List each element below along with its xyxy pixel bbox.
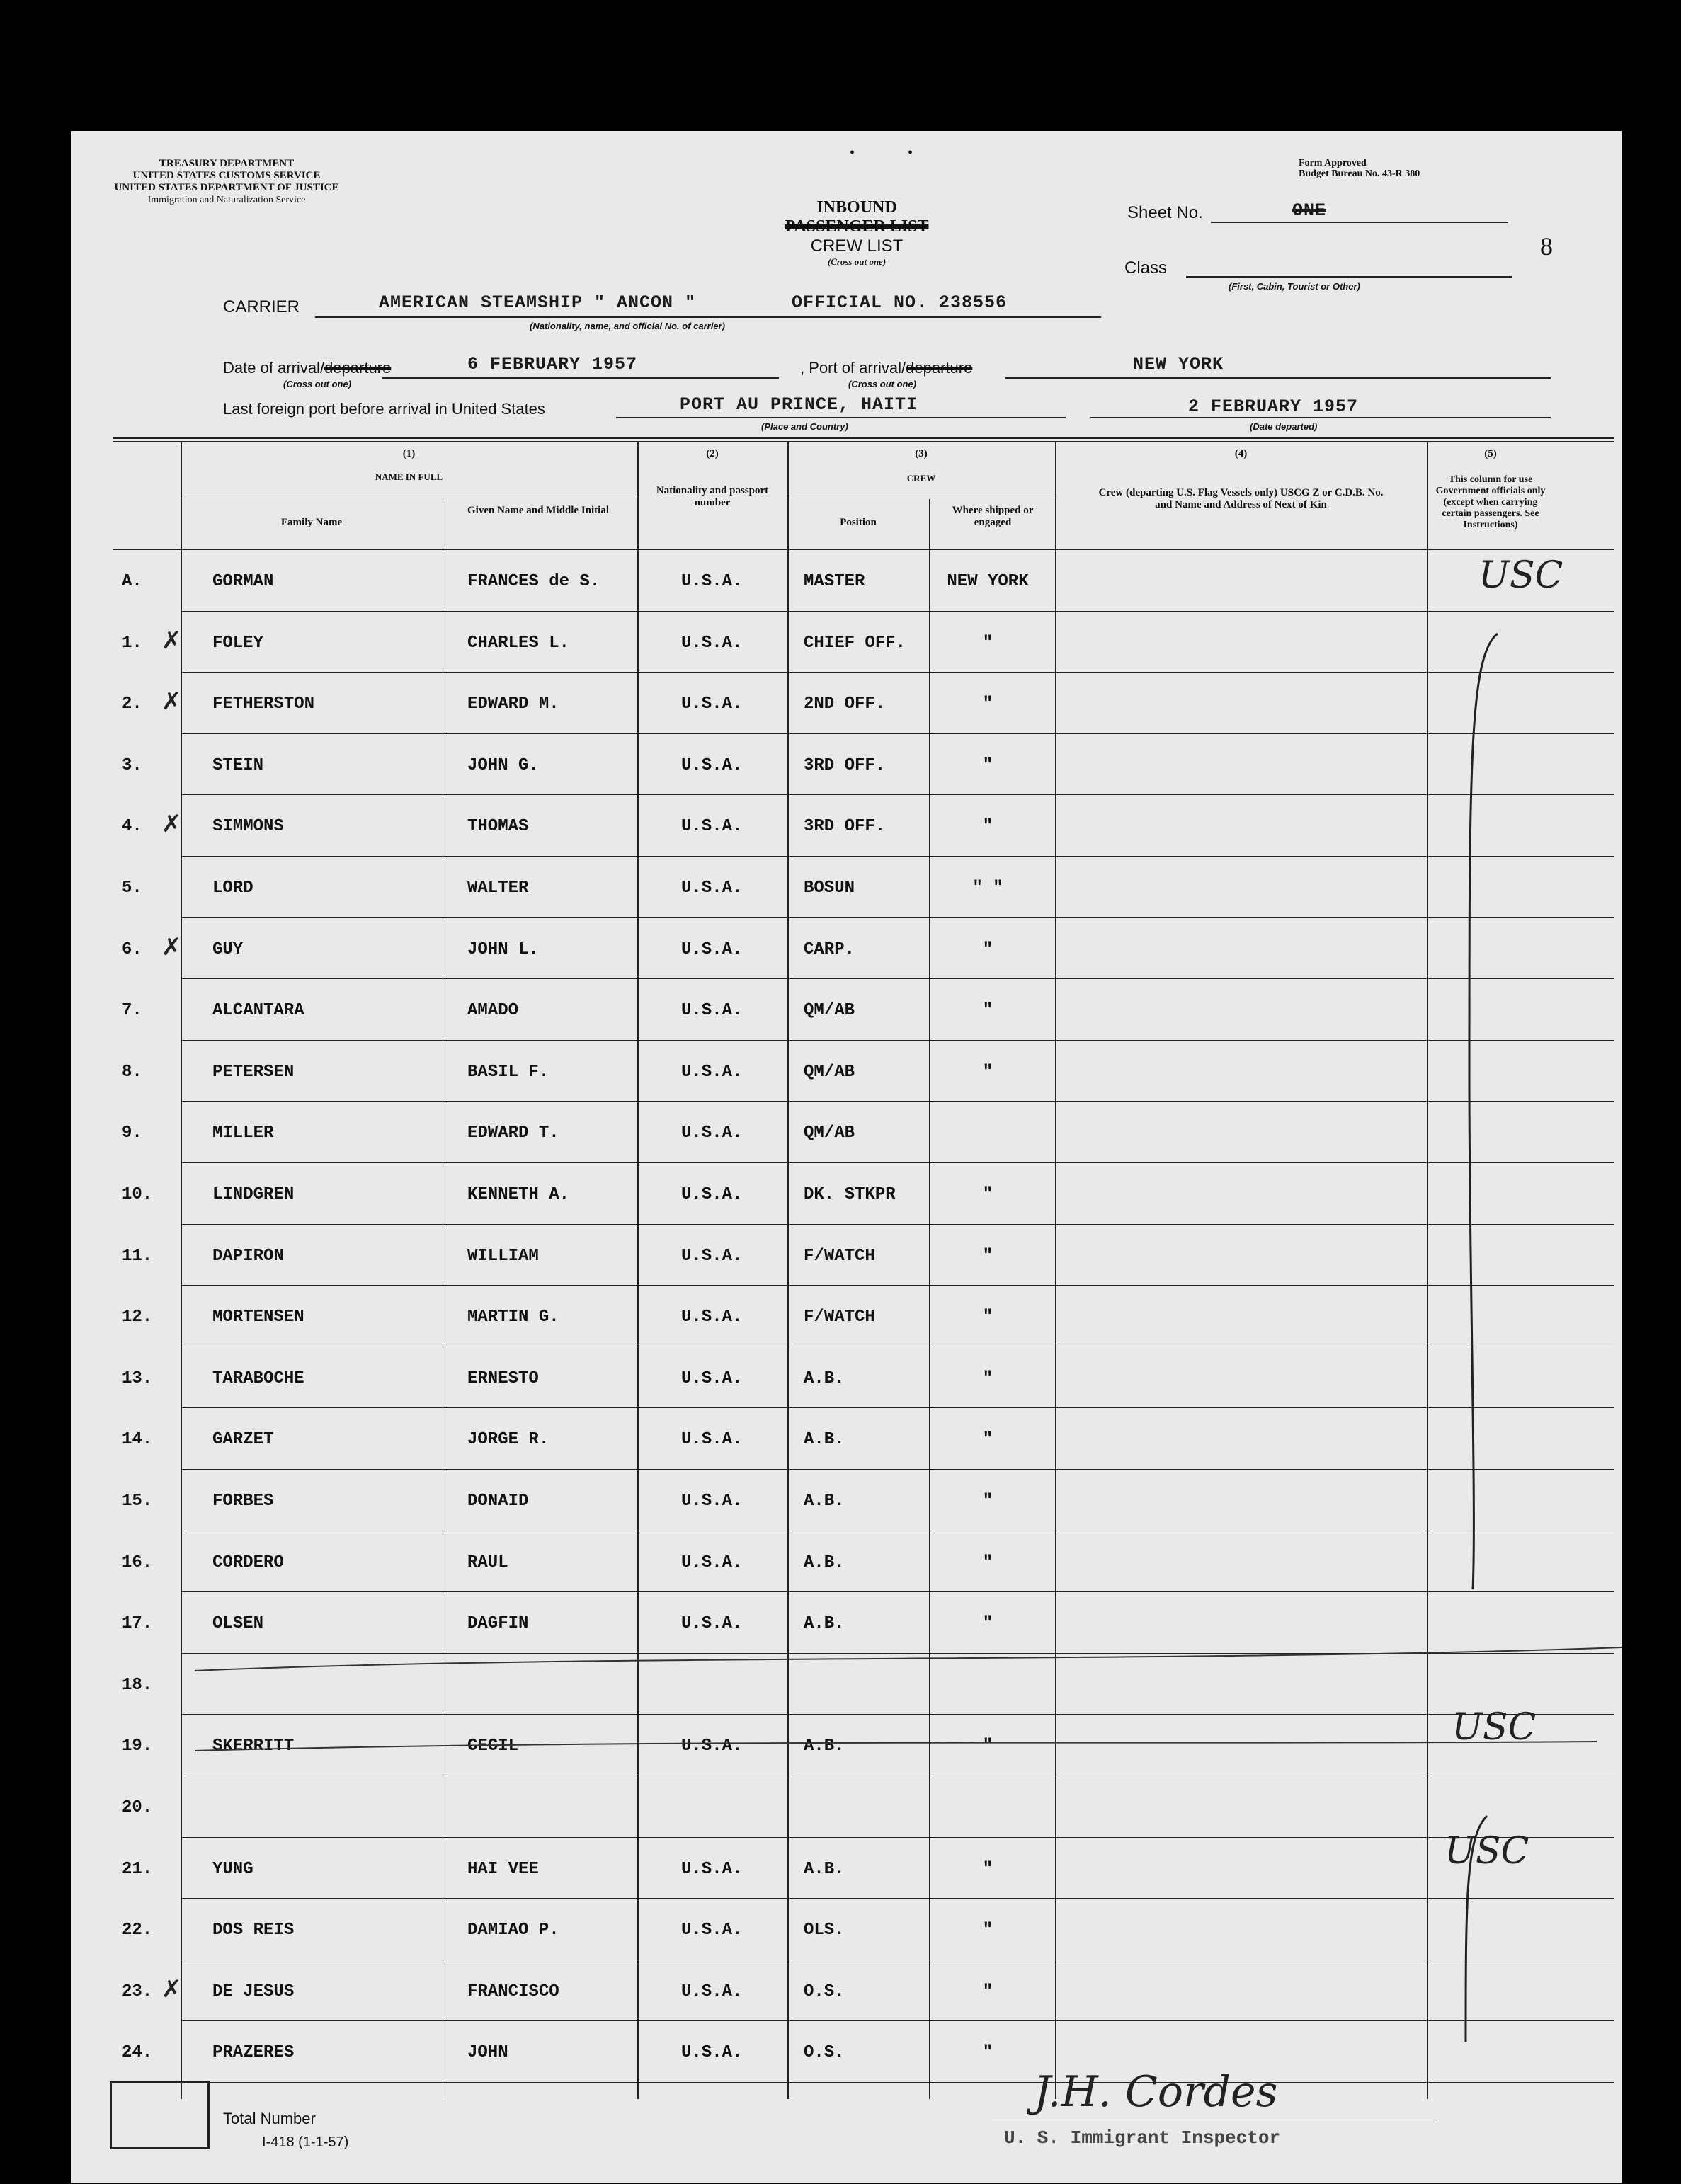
nationality-cell: U.S.A. [681, 1062, 743, 1082]
row-number: 24. [122, 2043, 153, 2063]
position-cell: O.S. [804, 2043, 845, 2063]
agency-header [106, 158, 347, 206]
position-cell: A.B. [804, 1859, 845, 1879]
row-number: 15. [122, 1492, 153, 1511]
port-of-arrival-value: NEW YORK [1133, 354, 1224, 375]
position-cell: CARP. [804, 939, 855, 959]
initials-mark-a: USC [1478, 554, 1563, 597]
col2-number: (2) [706, 448, 719, 459]
family-name-cell: GUY [212, 939, 244, 959]
nationality-cell: U.S.A. [681, 817, 743, 837]
check-mark-icon: ✗ [161, 932, 182, 961]
row-divider [181, 1162, 1614, 1163]
family-name-cell: FORBES [212, 1492, 274, 1511]
check-mark-icon: ✗ [161, 687, 182, 716]
where-shipped-cell: " [982, 1001, 993, 1021]
given-name-cell: EDWARD T. [467, 1124, 559, 1143]
form-number: I-418 (1-1-57) [262, 2134, 349, 2150]
family-name-cell: LINDGREN [212, 1185, 295, 1204]
row-number: 2. [122, 694, 142, 714]
last-foreign-port-label: Last foreign port before arrival in United States [223, 400, 545, 418]
position-cell: DK. STKPR [804, 1185, 896, 1204]
family-name-cell: MORTENSEN [212, 1308, 304, 1327]
position-cell: O.S. [804, 1982, 845, 2001]
row-number: 8. [122, 1062, 142, 1082]
nationality-cell: U.S.A. [681, 2043, 743, 2063]
where-shipped-cell: " [982, 817, 993, 837]
struck-row-lines [181, 1639, 1625, 1780]
nationality-cell: U.S.A. [681, 939, 743, 959]
row-divider [181, 917, 1614, 918]
sheet-no-label: Sheet No. [1127, 203, 1203, 222]
row-number: 11. [122, 1246, 153, 1266]
row-number: 9. [122, 1124, 142, 1143]
col3-title: CREW [906, 473, 936, 484]
initials-mark-19: USC [1452, 1706, 1537, 1749]
col1b-given-name: Given Name and Middle Initial [467, 505, 610, 516]
nationality-cell: U.S.A. [681, 1246, 743, 1266]
where-shipped-cell: " [982, 633, 993, 653]
row-divider [181, 1469, 1614, 1470]
family-name-cell: STEIN [212, 755, 264, 775]
crew-list-label: CREW LIST [810, 236, 904, 256]
date-of-arrival-value: 6 FEBRUARY 1957 [467, 354, 638, 375]
position-cell: A.B. [804, 1430, 845, 1450]
row-divider [181, 2020, 1614, 2021]
row-number: 21. [122, 1859, 153, 1879]
last-port-hint: (Place and Country) [761, 421, 848, 432]
nationality-cell: U.S.A. [681, 1185, 743, 1204]
date-departed-value: 2 FEBRUARY 1957 [1188, 396, 1359, 417]
row-divider [181, 733, 1614, 734]
given-name-cell: ERNESTO [467, 1368, 539, 1388]
given-name-cell: DAGFIN [467, 1614, 529, 1634]
where-shipped-cell: " [982, 939, 993, 959]
row-divider [181, 1591, 1614, 1592]
row-number: 18. [122, 1675, 153, 1695]
nationality-cell: U.S.A. [681, 1001, 743, 1021]
col5-title: This column for use Government officials only (except when carrying certain passengers. See Instructions) [1435, 474, 1546, 530]
row-number: 7. [122, 1001, 142, 1021]
family-name-cell: OLSEN [212, 1614, 264, 1634]
where-shipped-cell: " [982, 1737, 993, 1756]
family-name-cell: DOS REIS [212, 1921, 295, 1940]
given-name-cell: JOHN G. [467, 755, 539, 775]
form-approved-text: Form Approved [1299, 158, 1367, 168]
col3b-where-shipped: Where shipped or engaged [952, 505, 1034, 528]
family-name-cell: MILLER [212, 1124, 274, 1143]
row-divider [181, 672, 1614, 673]
official-number: OFFICIAL NO. 238556 [792, 292, 1008, 313]
family-name-cell: FETHERSTON [212, 694, 315, 714]
family-name-cell: FOLEY [212, 633, 264, 653]
given-name-cell: THOMAS [467, 817, 529, 837]
date-of-arrival-label [223, 359, 391, 377]
given-name-cell: KENNETH A. [467, 1185, 570, 1204]
where-shipped-cell: " [982, 1614, 993, 1634]
row-divider [181, 1224, 1614, 1225]
where-shipped-cell: " [982, 694, 993, 714]
agency-line-2: UNITED STATES CUSTOMS SERVICE [132, 170, 321, 181]
list-title-block [708, 198, 1005, 268]
crew-list-sheet [71, 131, 1622, 2183]
position-cell: A.B. [804, 1553, 845, 1572]
total-number-label: Total Number [223, 2110, 316, 2127]
port-of-arrival-text: Port of arrival/ [809, 359, 906, 377]
col1-title: NAME IN FULL [375, 471, 443, 482]
passenger-list-struck: PASSENGER LIST [785, 217, 929, 236]
position-cell: F/WATCH [804, 1246, 875, 1266]
sheet-no-value: ONE [1292, 200, 1327, 221]
row-number: 20. [122, 1798, 153, 1817]
position-cell: QM/AB [804, 1124, 855, 1143]
nationality-cell: U.S.A. [681, 1124, 743, 1143]
nationality-cell: U.S.A. [681, 1737, 743, 1756]
check-mark-icon: ✗ [161, 1974, 182, 2003]
row-number: 3. [122, 755, 142, 775]
nationality-cell: U.S.A. [681, 1921, 743, 1940]
row-number: 6. [122, 939, 142, 959]
row-number: 22. [122, 1921, 153, 1940]
position-cell: A.B. [804, 1614, 845, 1634]
inspector-signature: J.H. Cordes [1034, 2067, 1278, 2117]
position-cell: OLS. [804, 1921, 845, 1940]
nationality-cell: U.S.A. [681, 633, 743, 653]
given-name-cell: MARTIN G. [467, 1308, 559, 1327]
date-of-arrival-text: Date of arrival/ [223, 359, 325, 377]
budget-bureau-text: Budget Bureau No. 43-R 380 [1299, 168, 1420, 179]
family-name-cell: ALCANTARA [212, 1001, 304, 1021]
col4-title: Crew (departing U.S. Flag Vessels only) USCG Z or C.D.B. No. and Name and Address of Next of Kin [1098, 487, 1384, 510]
row-divider [181, 1407, 1614, 1408]
col3-number: (3) [915, 448, 928, 459]
row-divider [181, 611, 1614, 612]
row-number: 4. [122, 817, 142, 837]
nationality-cell: U.S.A. [681, 694, 743, 714]
where-shipped-cell: " [982, 1185, 993, 1204]
where-shipped-cell: " [982, 1308, 993, 1327]
agency-line-3: UNITED STATES DEPARTMENT OF JUSTICE [114, 182, 339, 193]
given-name-cell: FRANCES de S. [467, 572, 600, 591]
row-number: 1. [122, 633, 142, 653]
given-name-cell: DAMIAO P. [467, 1921, 559, 1940]
position-cell: QM/AB [804, 1062, 855, 1082]
check-mark-icon: ✗ [161, 626, 182, 655]
row-divider [181, 1285, 1614, 1286]
nationality-cell: U.S.A. [681, 1859, 743, 1879]
where-shipped-cell: " " [972, 879, 1003, 898]
nationality-cell: U.S.A. [681, 1492, 743, 1511]
position-cell: 2ND OFF. [804, 694, 886, 714]
family-name-cell: PETERSEN [212, 1062, 295, 1082]
row-divider [181, 1101, 1614, 1102]
total-number-box [110, 2081, 210, 2149]
family-name-cell: PRAZERES [212, 2043, 295, 2063]
row-divider [181, 1898, 1614, 1899]
given-name-cell: EDWARD M. [467, 694, 559, 714]
position-cell: CHIEF OFF. [804, 633, 906, 653]
where-shipped-cell: " [982, 755, 993, 775]
col1-number: (1) [402, 448, 416, 459]
class-label: Class [1124, 258, 1168, 278]
where-shipped-cell: " [982, 1921, 993, 1940]
where-shipped-cell: NEW YORK [947, 572, 1029, 591]
position-cell: A.B. [804, 1492, 845, 1511]
position-cell: BOSUN [804, 879, 855, 898]
row-divider [181, 978, 1614, 979]
family-name-cell: SIMMONS [212, 817, 284, 837]
row-number: 5. [122, 879, 142, 898]
row-divider [181, 856, 1614, 857]
carrier-value: AMERICAN STEAMSHIP " ANCON " [379, 292, 697, 313]
row-number: 10. [122, 1185, 153, 1204]
row-divider [181, 1040, 1614, 1041]
row-divider [181, 2082, 1614, 2083]
top-marks: • • [850, 145, 913, 161]
date-departure-struck: departure [324, 359, 392, 377]
position-cell: 3RD OFF. [804, 755, 886, 775]
inbound-label: INBOUND [816, 198, 897, 217]
family-name-cell: GARZET [212, 1430, 274, 1450]
nationality-cell: U.S.A. [681, 1982, 743, 2001]
row-number: 19. [122, 1737, 153, 1756]
family-name-cell: SKERRITT [212, 1737, 295, 1756]
given-name-cell: DONAID [467, 1492, 529, 1511]
nationality-cell: U.S.A. [681, 879, 743, 898]
where-shipped-cell: " [982, 1982, 993, 2001]
family-name-cell: CORDERO [212, 1553, 284, 1572]
where-shipped-cell: " [982, 1553, 993, 1572]
row-divider [181, 794, 1614, 795]
given-name-cell: JORGE R. [467, 1430, 549, 1450]
row-number: 23. [122, 1982, 153, 2001]
class-hint: (First, Cabin, Tourist or Other) [1229, 281, 1360, 292]
given-name-cell: JOHN L. [467, 939, 539, 959]
row-number: 17. [122, 1614, 153, 1634]
port-departure-struck: departure [906, 359, 973, 377]
nationality-cell: U.S.A. [681, 755, 743, 775]
where-shipped-cell: " [982, 1492, 993, 1511]
carrier-label: CARRIER [223, 297, 300, 316]
given-name-cell: HAI VEE [467, 1859, 539, 1879]
where-shipped-cell: " [982, 1859, 993, 1879]
given-name-cell: WALTER [467, 879, 529, 898]
position-cell: MASTER [804, 572, 865, 591]
date-hint: (Cross out one) [283, 379, 352, 389]
date-departed-hint: (Date departed) [1250, 421, 1318, 432]
row-number: A. [122, 572, 142, 591]
port-of-arrival-label: , Port of arrival/departure [800, 359, 973, 377]
form-approval [1299, 158, 1420, 179]
nationality-cell: U.S.A. [681, 1553, 743, 1572]
row-number: 16. [122, 1553, 153, 1572]
nationality-cell: U.S.A. [681, 1430, 743, 1450]
position-cell: F/WATCH [804, 1308, 875, 1327]
where-shipped-cell: " [982, 1430, 993, 1450]
position-cell: QM/AB [804, 1001, 855, 1021]
row-number: 14. [122, 1430, 153, 1450]
where-shipped-cell: " [982, 1246, 993, 1266]
family-name-cell: DAPIRON [212, 1246, 284, 1266]
family-name-cell: LORD [212, 879, 253, 898]
ditto-bracket-mark [1448, 627, 1533, 2184]
given-name-cell: CHARLES L. [467, 633, 570, 653]
col3a-position: Position [840, 517, 877, 528]
last-foreign-port-value: PORT AU PRINCE, HAITI [680, 394, 918, 415]
position-cell: 3RD OFF. [804, 817, 886, 837]
given-name-cell: JOHN [467, 2043, 508, 2063]
given-name-cell: BASIL F. [467, 1062, 549, 1082]
nationality-cell: U.S.A. [681, 1308, 743, 1327]
where-shipped-cell: " [982, 1368, 993, 1388]
nationality-cell: U.S.A. [681, 1368, 743, 1388]
family-name-cell: GORMAN [212, 572, 274, 591]
given-name-cell: FRANCISCO [467, 1982, 559, 2001]
col4-number: (4) [1234, 448, 1248, 459]
page-mark: 8 [1540, 232, 1553, 261]
col2-title: Nationality and passport number [656, 485, 769, 508]
family-name-cell: YUNG [212, 1859, 253, 1879]
agency-line-1: TREASURY DEPARTMENT [159, 158, 295, 169]
given-name-cell: WILLIAM [467, 1246, 539, 1266]
port-hint: (Cross out one) [848, 379, 917, 389]
carrier-hint: (Nationality, name, and official No. of carrier) [530, 321, 725, 331]
position-cell: A.B. [804, 1368, 845, 1388]
given-name-cell: RAUL [467, 1553, 508, 1572]
family-name-cell: DE JESUS [212, 1982, 295, 2001]
given-name-cell: AMADO [467, 1001, 519, 1021]
nationality-cell: U.S.A. [681, 572, 743, 591]
position-cell: A.B. [804, 1737, 845, 1756]
where-shipped-cell: " [982, 1062, 993, 1082]
col1a-family-name: Family Name [280, 517, 343, 528]
nationality-cell: U.S.A. [681, 1614, 743, 1634]
row-divider [181, 1837, 1614, 1838]
row-number: 13. [122, 1368, 153, 1388]
check-mark-icon: ✗ [161, 810, 182, 839]
inspector-title: U. S. Immigrant Inspector [1004, 2127, 1281, 2149]
col5-number: (5) [1484, 448, 1497, 459]
family-name-cell: TARABOCHE [212, 1368, 304, 1388]
initials-mark-21: USC [1444, 1830, 1529, 1873]
cross-out-hint: (Cross out one) [827, 256, 887, 267]
row-number: 12. [122, 1308, 153, 1327]
agency-line-4: Immigration and Naturalization Service [147, 195, 306, 205]
given-name-cell: CECIL [467, 1737, 519, 1756]
where-shipped-cell: " [982, 2043, 993, 2063]
